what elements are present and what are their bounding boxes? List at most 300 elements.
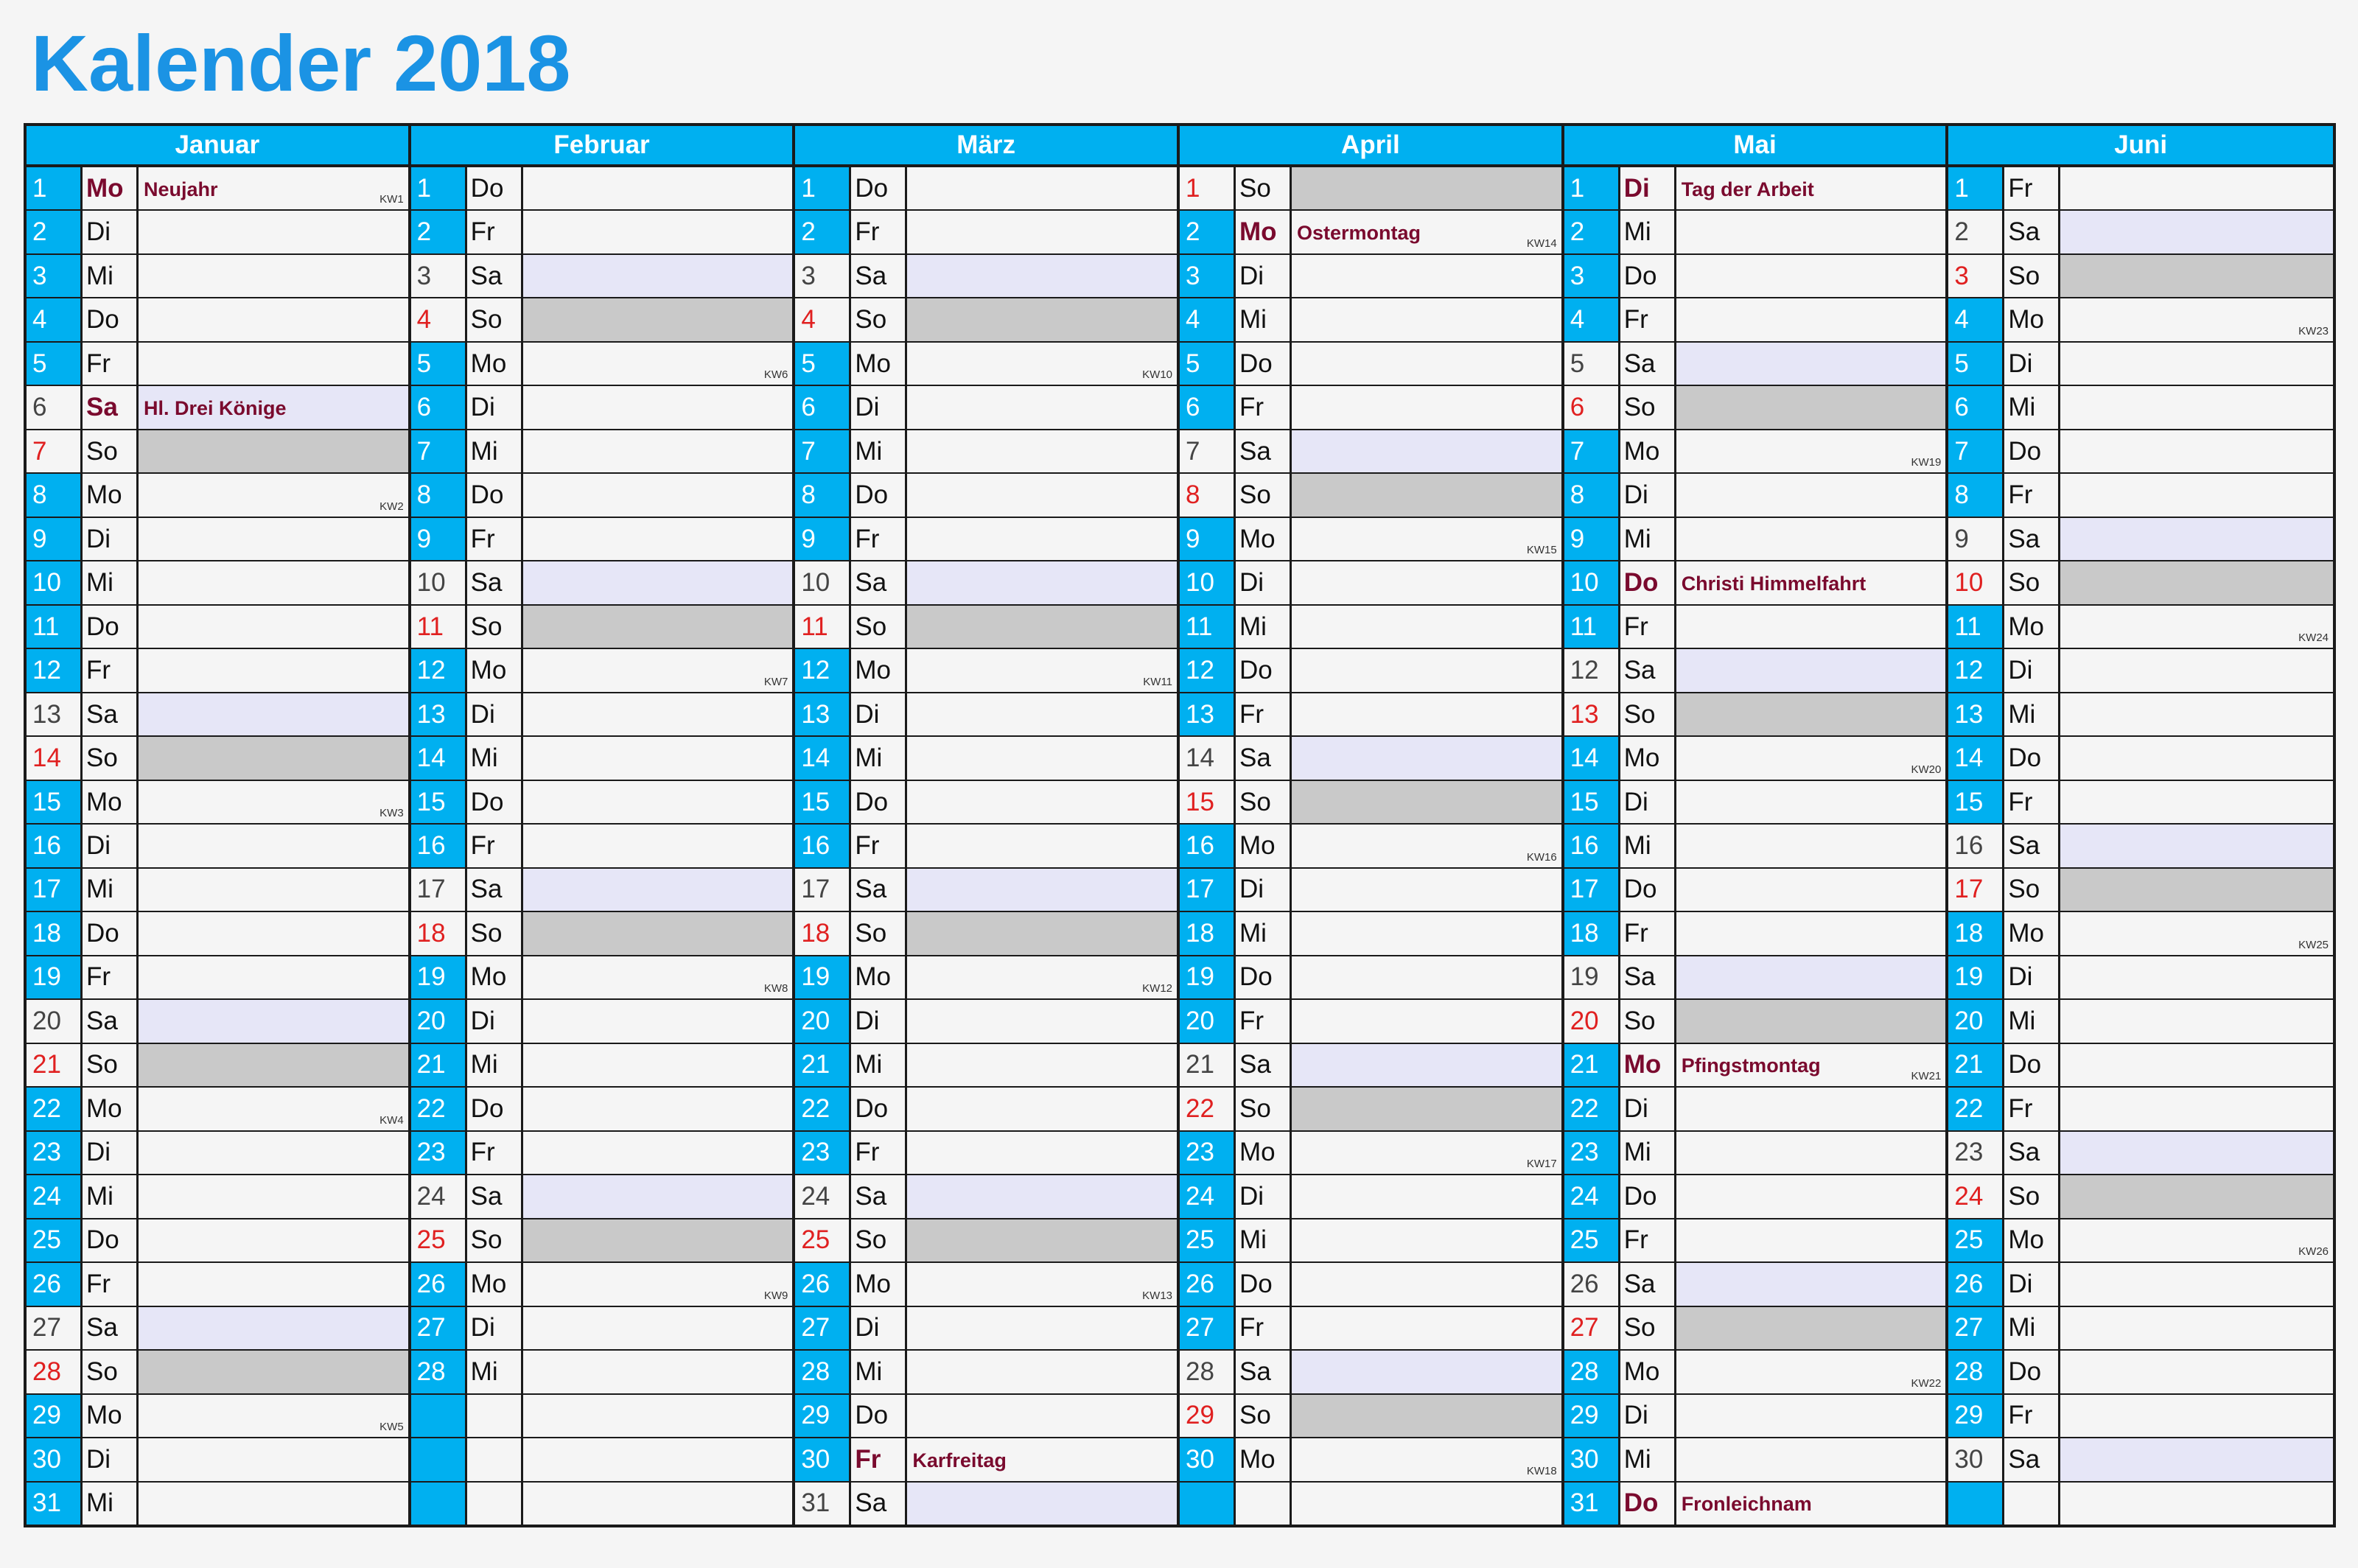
day-row — [1948, 1000, 2333, 1043]
week-number: KW25 — [2298, 938, 2329, 951]
day-row — [411, 211, 793, 254]
day-row — [1180, 561, 1561, 605]
day-note — [139, 1088, 408, 1130]
day-note — [523, 737, 793, 779]
weekday-name: Sa — [83, 386, 139, 428]
day-row — [1564, 343, 1946, 386]
day-row — [795, 737, 1177, 780]
day-row — [27, 1483, 408, 1525]
weekday-name: Sa — [83, 1000, 139, 1042]
weekday-name — [467, 1483, 523, 1525]
day-number: 8 — [1948, 474, 2004, 516]
day-row — [1948, 1263, 2333, 1306]
day-number: 13 — [27, 693, 83, 735]
day-note — [907, 561, 1177, 603]
day-note — [1292, 1044, 1561, 1086]
day-number: 13 — [1564, 693, 1620, 735]
day-number: 15 — [411, 781, 467, 823]
day-number: 9 — [1948, 518, 2004, 560]
weekday-name: So — [1236, 1395, 1292, 1437]
day-number: 14 — [795, 737, 851, 779]
day-note — [907, 474, 1177, 516]
day-note — [523, 1438, 793, 1480]
weekday-name: Sa — [1236, 737, 1292, 779]
day-number: 6 — [27, 386, 83, 428]
day-number — [411, 1483, 467, 1525]
day-note — [907, 781, 1177, 823]
day-row — [795, 1175, 1177, 1219]
day-number: 13 — [411, 693, 467, 735]
weekday-name: So — [1620, 386, 1676, 428]
day-number: 8 — [1180, 474, 1236, 516]
day-note — [523, 1483, 793, 1525]
week-number: KW20 — [1911, 763, 1942, 776]
day-row — [411, 825, 793, 868]
weekday-name: Di — [467, 1307, 523, 1349]
day-note — [2060, 1132, 2333, 1174]
day-note — [907, 430, 1177, 472]
day-note — [1292, 167, 1561, 209]
weekday-name: Di — [2004, 649, 2060, 691]
weekday-name: Fr — [851, 1132, 907, 1174]
weekday-name: Fr — [1620, 1219, 1676, 1261]
weekday-name: Do — [1620, 869, 1676, 911]
day-note — [523, 255, 793, 297]
day-row — [411, 1483, 793, 1525]
day-number: 7 — [795, 430, 851, 472]
day-number: 21 — [795, 1044, 851, 1086]
month-header: Juni — [1948, 126, 2333, 167]
day-note — [1292, 1438, 1561, 1480]
weekday-name: So — [1236, 781, 1292, 823]
weekday-name: Sa — [83, 1307, 139, 1349]
day-number: 26 — [1564, 1263, 1620, 1305]
day-note — [523, 211, 793, 253]
day-note — [2060, 1175, 2333, 1217]
day-number: 27 — [795, 1307, 851, 1349]
day-number: 10 — [1180, 561, 1236, 603]
day-note — [1676, 956, 1946, 998]
day-note — [907, 1438, 1177, 1480]
week-number: KW12 — [1142, 982, 1173, 995]
day-note — [2060, 1483, 2333, 1525]
day-row — [1564, 1351, 1946, 1394]
weekday-name: Di — [467, 386, 523, 428]
day-row — [1180, 1219, 1561, 1263]
day-number: 14 — [1180, 737, 1236, 779]
day-note — [2060, 1438, 2333, 1480]
weekday-name: Di — [2004, 956, 2060, 998]
day-row — [27, 912, 408, 956]
weekday-name: So — [1236, 1088, 1292, 1130]
holiday-name: Fronleichnam — [1681, 1493, 1812, 1516]
day-note — [1292, 561, 1561, 603]
day-note — [523, 1000, 793, 1042]
day-note — [1676, 1483, 1946, 1525]
weekday-name: Mo — [2004, 606, 2060, 648]
weekday-name: Sa — [1236, 1351, 1292, 1393]
day-row — [1564, 561, 1946, 605]
day-row — [795, 1132, 1177, 1175]
day-number: 28 — [411, 1351, 467, 1393]
weekday-name: Mo — [851, 649, 907, 691]
week-number: KW9 — [763, 1289, 788, 1302]
weekday-name: Fr — [851, 518, 907, 560]
week-number: KW7 — [763, 675, 788, 688]
weekday-name: Di — [851, 1000, 907, 1042]
weekday-name: So — [467, 606, 523, 648]
day-note — [1676, 781, 1946, 823]
day-row — [411, 956, 793, 1000]
weekday-name: Do — [2004, 737, 2060, 779]
week-number: KW5 — [379, 1421, 404, 1434]
week-number: KW1 — [379, 193, 404, 206]
day-number: 21 — [1180, 1044, 1236, 1086]
weekday-name: Mo — [83, 781, 139, 823]
day-note — [139, 1219, 408, 1261]
day-row — [1180, 474, 1561, 517]
day-row — [27, 781, 408, 825]
day-row — [1180, 1175, 1561, 1219]
day-note — [907, 1263, 1177, 1305]
day-number: 2 — [411, 211, 467, 253]
day-number: 17 — [411, 869, 467, 911]
day-row — [411, 1438, 793, 1482]
day-row — [1948, 649, 2333, 693]
weekday-name — [2004, 1483, 2060, 1525]
day-number: 26 — [1948, 1263, 2004, 1305]
day-note — [1676, 298, 1946, 340]
day-note — [1292, 1307, 1561, 1349]
day-note — [1676, 1044, 1946, 1086]
day-note — [523, 1044, 793, 1086]
day-row — [411, 869, 793, 912]
day-note — [523, 1175, 793, 1217]
week-number: KW11 — [1143, 675, 1173, 688]
weekday-name: Mi — [851, 737, 907, 779]
day-row — [1564, 1088, 1946, 1131]
day-note — [2060, 869, 2333, 911]
weekday-name: Di — [851, 386, 907, 428]
weekday-name: Fr — [1236, 693, 1292, 735]
weekday-name: Sa — [1236, 430, 1292, 472]
weekday-name: Do — [1236, 1263, 1292, 1305]
weekday-name: Mi — [83, 561, 139, 603]
day-row — [411, 606, 793, 649]
day-row — [27, 343, 408, 386]
day-note — [2060, 298, 2333, 340]
day-note — [1676, 693, 1946, 735]
weekday-name: Mo — [1236, 518, 1292, 560]
day-number: 9 — [1564, 518, 1620, 560]
day-note — [523, 1088, 793, 1130]
day-note — [1676, 606, 1946, 648]
day-number: 24 — [1948, 1175, 2004, 1217]
weekday-name: Fr — [2004, 1395, 2060, 1437]
weekday-name: Sa — [851, 1175, 907, 1217]
day-number — [411, 1438, 467, 1480]
day-number: 17 — [795, 869, 851, 911]
day-number: 14 — [1564, 737, 1620, 779]
day-number: 31 — [1564, 1483, 1620, 1525]
month-column-januar — [27, 126, 411, 1525]
weekday-name: Do — [1236, 649, 1292, 691]
weekday-name: So — [1620, 693, 1676, 735]
day-number: 18 — [411, 912, 467, 954]
day-note — [1676, 518, 1946, 560]
day-number: 21 — [1564, 1044, 1620, 1086]
day-note — [2060, 1088, 2333, 1130]
day-number — [411, 1395, 467, 1437]
weekday-name: Mo — [1620, 430, 1676, 472]
weekday-name: So — [2004, 255, 2060, 297]
day-row — [1564, 606, 1946, 649]
holiday-name: Hl. Drei Könige — [144, 397, 287, 420]
week-number: KW4 — [379, 1113, 404, 1127]
day-note — [1676, 474, 1946, 516]
weekday-name: Di — [1620, 1088, 1676, 1130]
day-note — [1292, 737, 1561, 779]
day-note — [2060, 1044, 2333, 1086]
weekday-name: Mi — [2004, 1000, 2060, 1042]
day-note — [1292, 1219, 1561, 1261]
day-number: 28 — [1948, 1351, 2004, 1393]
day-row — [1948, 1219, 2333, 1263]
day-note — [2060, 167, 2333, 209]
day-row — [1564, 518, 1946, 561]
day-note — [1292, 1351, 1561, 1393]
day-number: 12 — [1564, 649, 1620, 691]
day-number: 21 — [27, 1044, 83, 1086]
weekday-name: Mo — [851, 1263, 907, 1305]
day-note — [139, 1044, 408, 1086]
month-header: Mai — [1564, 126, 1946, 167]
day-row — [795, 518, 1177, 561]
week-number: KW10 — [1142, 368, 1173, 382]
weekday-name: Mi — [1620, 1438, 1676, 1480]
day-row — [1564, 1219, 1946, 1263]
day-row — [411, 1088, 793, 1131]
holiday-name: Ostermontag — [1297, 222, 1421, 245]
day-note — [2060, 430, 2333, 472]
day-number: 16 — [1948, 825, 2004, 867]
day-number: 22 — [27, 1088, 83, 1130]
day-note — [2060, 606, 2333, 648]
day-note — [523, 912, 793, 954]
weekday-name: Fr — [851, 211, 907, 253]
day-number: 18 — [795, 912, 851, 954]
day-number: 8 — [27, 474, 83, 516]
day-note — [2060, 211, 2333, 253]
day-note — [907, 649, 1177, 691]
weekday-name: Mo — [467, 1263, 523, 1305]
day-row — [27, 561, 408, 605]
day-row — [27, 1438, 408, 1482]
weekday-name: Mo — [83, 167, 139, 209]
weekday-name: Do — [467, 781, 523, 823]
day-note — [1292, 693, 1561, 735]
day-row — [795, 1000, 1177, 1043]
day-row — [1180, 737, 1561, 780]
day-number: 24 — [1564, 1175, 1620, 1217]
week-number: KW15 — [1526, 544, 1557, 557]
weekday-name: Di — [2004, 1263, 2060, 1305]
day-row — [27, 869, 408, 912]
day-row — [1180, 956, 1561, 1000]
day-number: 3 — [411, 255, 467, 297]
day-row — [795, 211, 1177, 254]
day-note — [907, 1132, 1177, 1174]
weekday-name: Do — [851, 474, 907, 516]
day-note — [907, 255, 1177, 297]
weekday-name: So — [2004, 869, 2060, 911]
day-row — [795, 386, 1177, 430]
day-number: 29 — [1180, 1395, 1236, 1437]
day-note — [139, 474, 408, 516]
day-number: 26 — [27, 1263, 83, 1305]
day-number: 27 — [411, 1307, 467, 1349]
day-note — [1292, 1175, 1561, 1217]
day-note — [139, 255, 408, 297]
day-number: 26 — [411, 1263, 467, 1305]
day-row — [411, 737, 793, 780]
weekday-name: Sa — [2004, 1132, 2060, 1174]
weekday-name: Mi — [83, 1483, 139, 1525]
day-note — [523, 693, 793, 735]
day-number: 22 — [1948, 1088, 2004, 1130]
day-row — [27, 298, 408, 342]
day-note — [1292, 1483, 1561, 1525]
weekday-name: So — [851, 1219, 907, 1261]
day-number: 27 — [1180, 1307, 1236, 1349]
weekday-name: So — [1236, 474, 1292, 516]
day-row — [1564, 1483, 1946, 1525]
weekday-name: Mi — [1620, 825, 1676, 867]
month-column-juni — [1948, 126, 2333, 1525]
day-row — [1948, 430, 2333, 474]
day-row — [795, 561, 1177, 605]
day-note — [1292, 1395, 1561, 1437]
day-number: 13 — [1180, 693, 1236, 735]
weekday-name: Sa — [851, 255, 907, 297]
day-number: 12 — [1180, 649, 1236, 691]
day-note — [1676, 386, 1946, 428]
day-row — [1564, 474, 1946, 517]
day-note — [1676, 1219, 1946, 1261]
weekday-name: Mo — [467, 956, 523, 998]
day-number: 30 — [27, 1438, 83, 1480]
day-note — [1292, 1132, 1561, 1174]
day-row — [1948, 737, 2333, 780]
day-note — [1676, 1307, 1946, 1349]
day-note — [1292, 1000, 1561, 1042]
day-row — [1180, 825, 1561, 868]
weekday-name — [467, 1438, 523, 1480]
weekday-name: Mi — [2004, 386, 2060, 428]
day-row — [1948, 869, 2333, 912]
weekday-name: So — [1236, 167, 1292, 209]
weekday-name: Fr — [467, 518, 523, 560]
day-note — [523, 1263, 793, 1305]
day-number: 11 — [411, 606, 467, 648]
weekday-name: So — [83, 737, 139, 779]
weekday-name: Mo — [467, 649, 523, 691]
day-note — [1676, 1263, 1946, 1305]
day-note — [1292, 912, 1561, 954]
day-row — [1948, 255, 2333, 298]
holiday-name: Neujahr — [144, 178, 218, 200]
day-number: 17 — [27, 869, 83, 911]
day-note — [2060, 825, 2333, 867]
day-note — [2060, 1000, 2333, 1042]
day-number: 11 — [1180, 606, 1236, 648]
day-row — [1180, 1132, 1561, 1175]
day-number: 5 — [1180, 343, 1236, 385]
week-number: KW18 — [1526, 1464, 1557, 1477]
weekday-name: Di — [1620, 1395, 1676, 1437]
day-note — [907, 1000, 1177, 1042]
weekday-name: Mi — [1236, 912, 1292, 954]
day-row — [411, 693, 793, 737]
week-number: KW22 — [1911, 1376, 1942, 1390]
weekday-name: Do — [83, 606, 139, 648]
day-note — [523, 518, 793, 560]
weekday-name: Mo — [1236, 1438, 1292, 1480]
day-row — [1948, 518, 2333, 561]
week-number: KW16 — [1526, 850, 1557, 864]
day-number: 18 — [1180, 912, 1236, 954]
day-row — [1564, 649, 1946, 693]
day-note — [1676, 561, 1946, 603]
day-row — [795, 167, 1177, 211]
day-number: 7 — [411, 430, 467, 472]
day-note — [907, 298, 1177, 340]
day-note — [1292, 386, 1561, 428]
day-row — [1180, 606, 1561, 649]
weekday-name: Do — [1620, 1483, 1676, 1525]
day-note — [1292, 825, 1561, 867]
day-note — [907, 956, 1177, 998]
day-number: 18 — [27, 912, 83, 954]
week-number: KW3 — [379, 807, 404, 820]
weekday-name: So — [2004, 1175, 2060, 1217]
weekday-name: Sa — [467, 561, 523, 603]
day-number: 16 — [411, 825, 467, 867]
day-row — [411, 298, 793, 342]
day-number: 19 — [1948, 956, 2004, 998]
month-column-mai — [1564, 126, 1949, 1525]
day-note — [523, 167, 793, 209]
day-number: 29 — [795, 1395, 851, 1437]
day-note — [907, 518, 1177, 560]
day-note — [1292, 255, 1561, 297]
day-number: 24 — [795, 1175, 851, 1217]
day-note — [2060, 956, 2333, 998]
day-note — [907, 211, 1177, 253]
day-note — [139, 343, 408, 385]
day-note — [1676, 825, 1946, 867]
day-number: 2 — [27, 211, 83, 253]
day-row — [795, 255, 1177, 298]
day-note — [2060, 1219, 2333, 1261]
day-number: 13 — [795, 693, 851, 735]
weekday-name: Di — [1620, 474, 1676, 516]
day-row — [1180, 298, 1561, 342]
day-number: 14 — [27, 737, 83, 779]
day-note — [2060, 649, 2333, 691]
day-row — [411, 649, 793, 693]
day-number: 13 — [1948, 693, 2004, 735]
